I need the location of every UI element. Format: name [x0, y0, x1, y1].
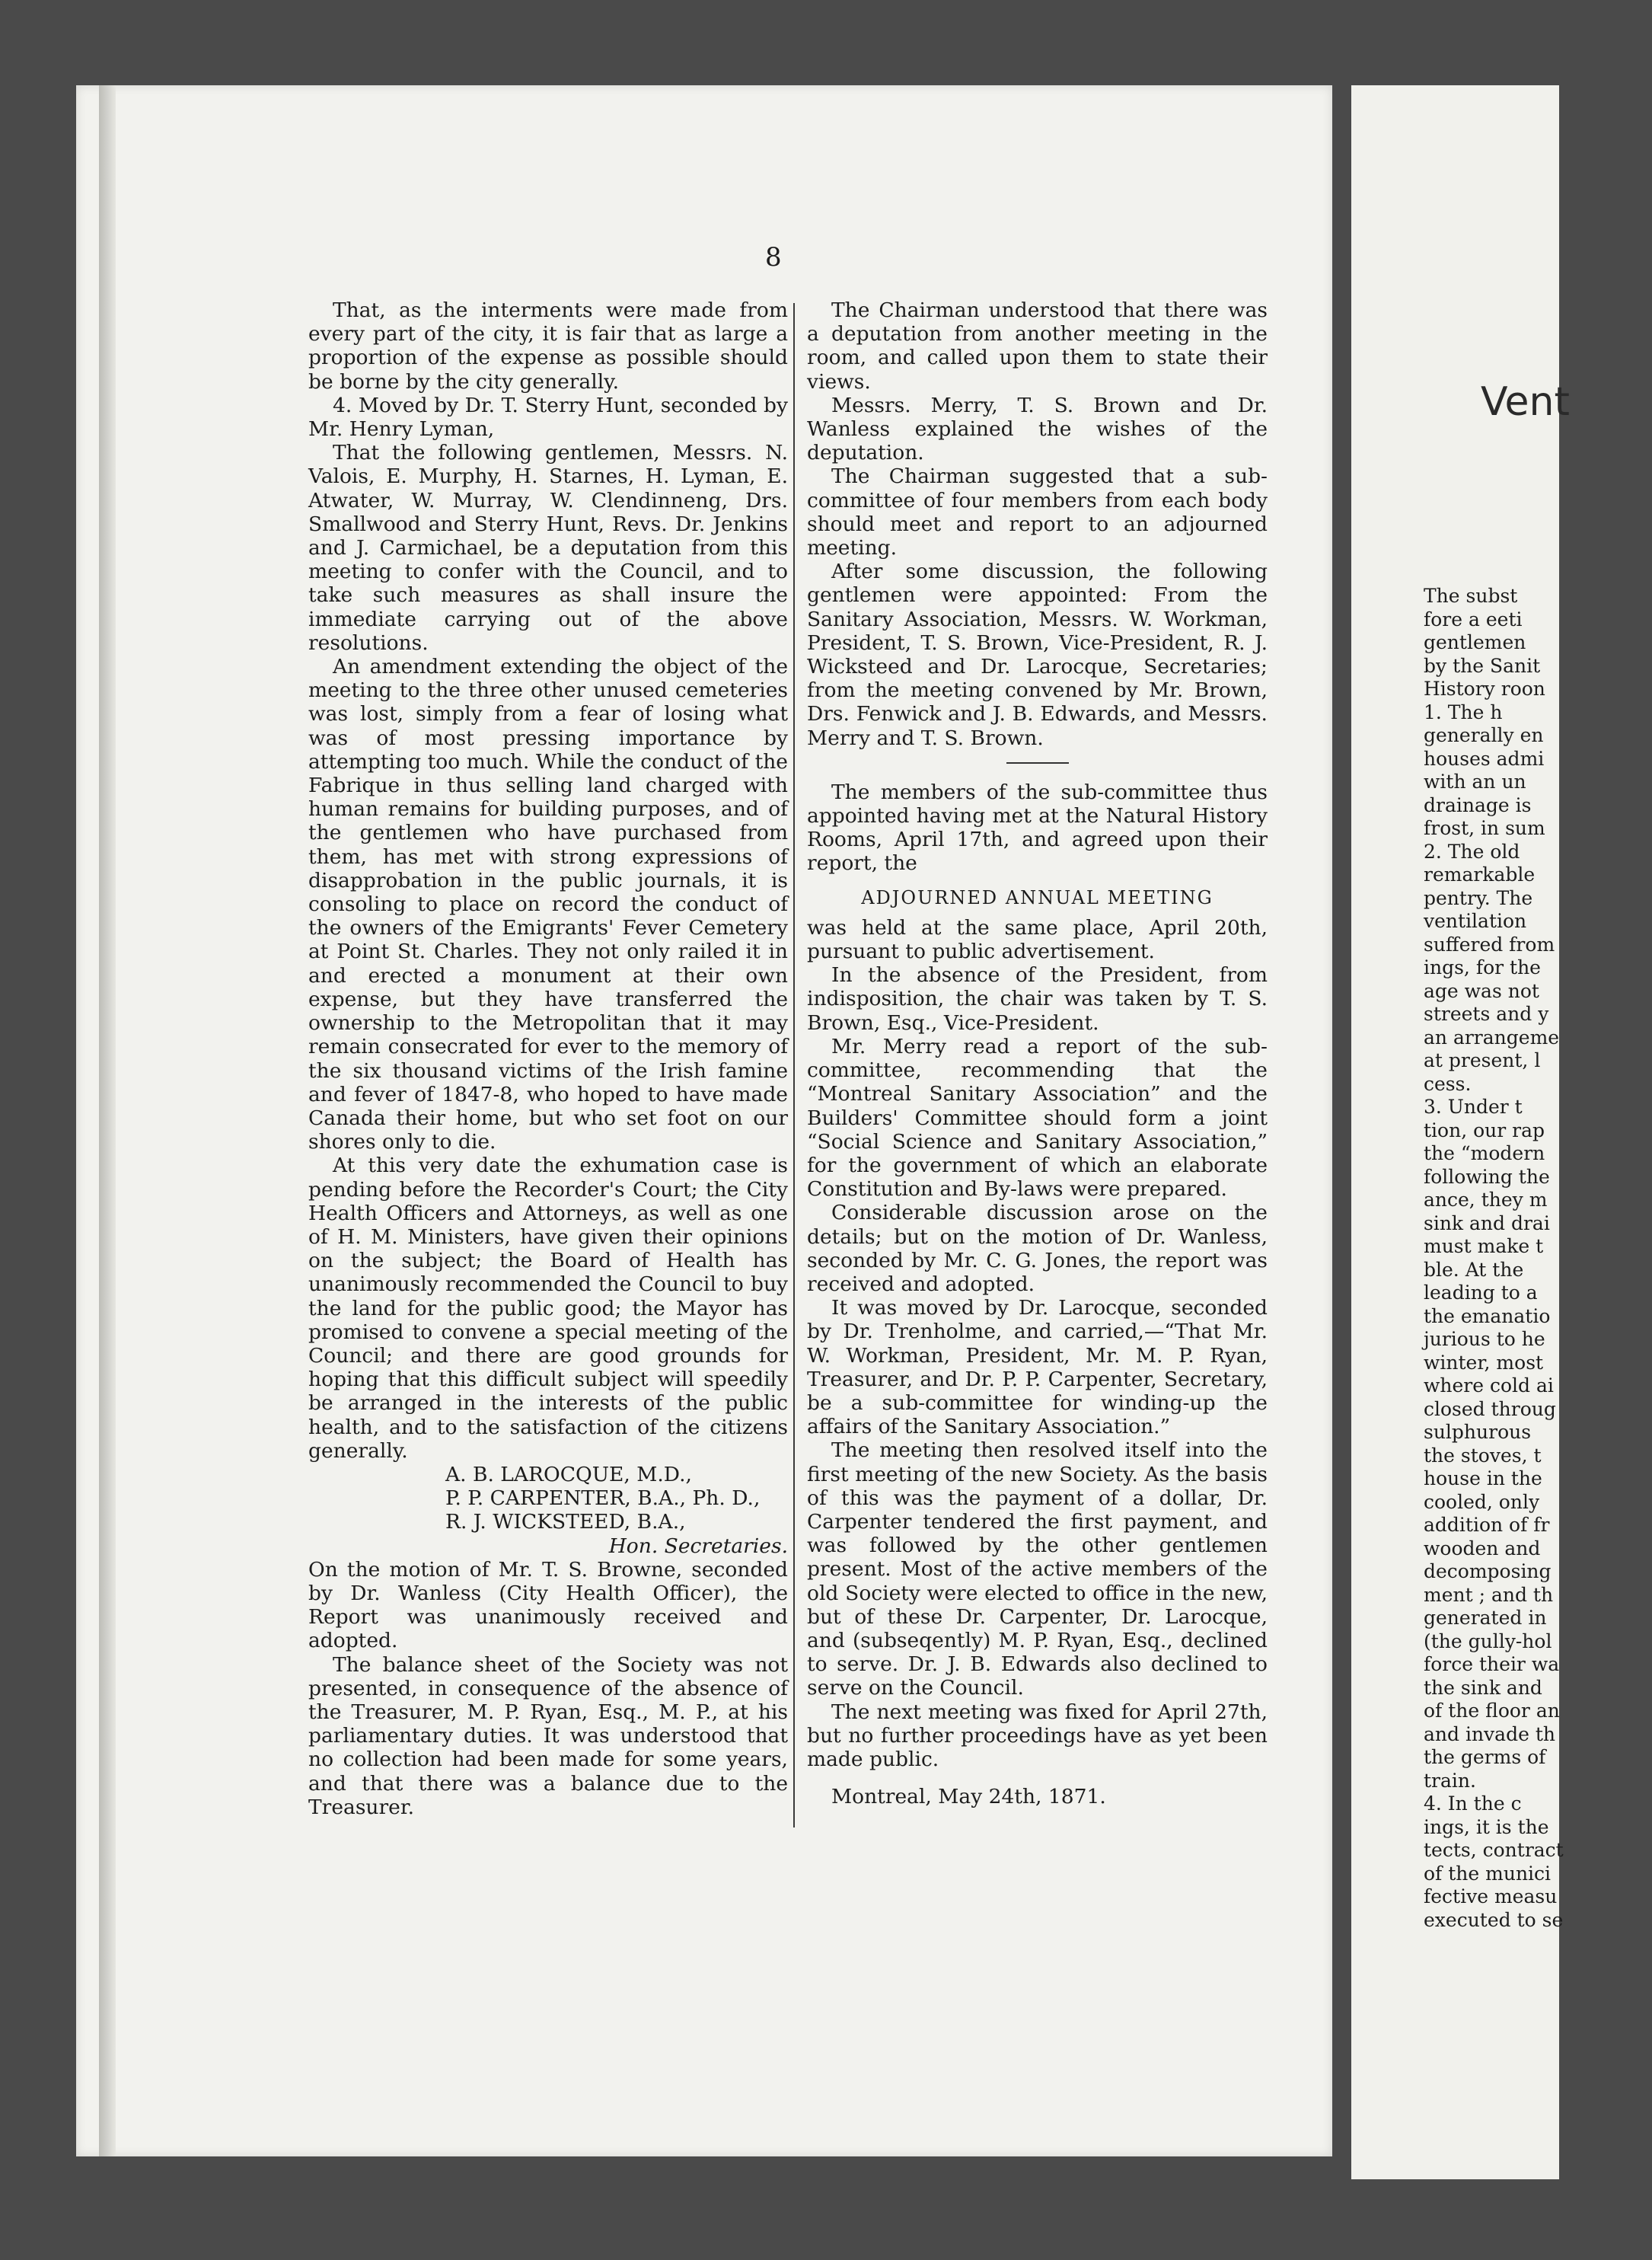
right-page-line: at present, l	[1424, 1049, 1541, 1071]
paragraph: The meeting then resolved itself into the first meeting of the new Society. As the basis of this was the payment of a dollar, Dr. Carpenter tendered the first payment, and was followed by the other gentlemen present. Most of the active members of the old Society were elected to office in the new, but of these Dr. Carpenter, Dr. Larocque, and (subseqently) M. P. Ryan, Esq., declined to serve. Dr. J. B. Edwards also declined to serve on the Council.	[807, 1438, 1268, 1700]
right-page-line: frost, in sum	[1424, 817, 1545, 839]
right-page-line: with an un	[1424, 771, 1526, 793]
right-page-line: where cold ai	[1424, 1374, 1554, 1397]
section-heading: ADJOURNED ANNUAL MEETING	[861, 886, 1213, 908]
right-page-line: fore a eeti	[1424, 608, 1523, 630]
right-page-line: winter, most	[1424, 1351, 1544, 1374]
right-page-line: must make t	[1424, 1235, 1544, 1257]
paragraph: Messrs. Merry, T. S. Brown and Dr. Wanless explained the wishes of the deputation.	[807, 393, 1268, 465]
paragraph: An amendment extending the object of the meeting to the three other unused cemeteries was lost, simply from a fear of losing what was of most pressing importance by attempting too much. While the conduct of the Fabrique in thus selling land charged with human remains for building purposes, and of the gentlemen who have purchased from them, has met with strong expressions of disapprobation in the public journals, it is consoling to place on record the conduct of the owners of the Emigrants' Fever Cemetery at Point St. Charles. They not only railed it in and erected a monument at their own expense, but they have transferred the ownership to the Metropolitan that it may remain consecrated for ever to the memory of the six thousand victims of the Irish famine and fever of 1847-8, who hoped to have made Canada their home, but who set foot on our shores only to die.	[308, 655, 788, 1154]
right-page-column	[1424, 585, 1652, 1932]
right-column-intro	[807, 780, 1268, 876]
right-page-line: suffered from	[1424, 933, 1555, 956]
right-page-line: ventilation	[1424, 910, 1527, 932]
page-number: 8	[765, 242, 782, 273]
paragraph: On the motion of Mr. T. S. Browne, seconded by Dr. Wanless (City Health Officer), the Report was unanimously received and adopted.	[308, 1557, 788, 1653]
right-page-line: wooden and	[1424, 1537, 1541, 1559]
dateline: Montreal, May 24th, 1871.	[831, 1785, 1106, 1809]
right-page-line: leading to a	[1424, 1282, 1538, 1304]
right-page-line: sink and drai	[1424, 1211, 1550, 1234]
left-column	[308, 298, 788, 1819]
right-page-line: the stoves, t	[1424, 1444, 1542, 1467]
signature-role: Hon. Secretaries.	[608, 1534, 788, 1558]
right-page-line: closed throug	[1424, 1397, 1556, 1420]
right-page-line: house in the	[1424, 1467, 1542, 1489]
right-page-line: ings, for the	[1424, 956, 1541, 978]
right-page-line: tects, contract	[1424, 1839, 1564, 1861]
signature-line: A. B. LAROCQUE, M.D.,	[445, 1462, 692, 1486]
binding-edge	[99, 85, 116, 2156]
paragraph: It was moved by Dr. Larocque, seconded by Dr. Trenholme, and carried,—“That Mr. W. Workman, President, Mr. M. P. Ryan, Treasurer, and Dr. P. P. Carpenter, Secretary, be a sub-committee for winding-up the affairs of the Sanitary Association.”	[807, 1296, 1268, 1439]
right-page-line: 2. The old	[1424, 840, 1520, 863]
right-page-line: ings, it is the	[1424, 1815, 1549, 1838]
right-page-line: ance, they m	[1424, 1189, 1548, 1211]
right-column	[807, 298, 1268, 1808]
right-page-line: force their wa	[1424, 1653, 1560, 1675]
right-page-line: the sink and	[1424, 1676, 1542, 1699]
right-page-line: The subst	[1424, 585, 1518, 607]
right-page-line: sulphurous	[1424, 1421, 1532, 1443]
right-page-line: generated in	[1424, 1607, 1547, 1629]
paragraph: That, as the interments were made from every part of the city, it is fair that as large a proportion of the expense as possible should be borne by the city generally.	[308, 298, 788, 394]
right-page-line: ment ; and th	[1424, 1583, 1554, 1606]
right-page-line: executed to se	[1424, 1908, 1564, 1931]
right-page-line: train.	[1424, 1769, 1476, 1792]
signature-line: R. J. WICKSTEED, B.A.,	[445, 1510, 686, 1534]
right-page-line: cooled, only	[1424, 1490, 1540, 1513]
paragraph: Mr. Merry read a report of the sub-committee, recommending that the “Montreal Sanitary Association” and the Builders' Committee should form a joint “Social Science and Sanitary Association,” for the government of which an elaborate Constitution and By-laws were prepared.	[807, 1034, 1268, 1202]
right-page-line: 3. Under t	[1424, 1096, 1523, 1118]
right-page-line: streets and y	[1424, 1003, 1549, 1025]
right-page-line: of the munici	[1424, 1862, 1552, 1885]
right-page-line: tion, our rap	[1424, 1119, 1545, 1141]
right-page-line: the “modern	[1424, 1142, 1545, 1164]
right-page-line: following the	[1424, 1165, 1550, 1188]
right-page-line: (the gully-hol	[1424, 1630, 1552, 1652]
right-page-line: 1. The h	[1424, 701, 1503, 723]
paragraph: After some discussion, the following gentlemen were appointed: From the Sanitary Association, Messrs. W. Workman, President, T. S. Brown, Vice-President, R. J. Wicksteed and Dr. Larocque, Secretaries; from the meeting convened by Mr. Brown, Drs. Fenwick and J. B. Edwards, and Messrs. Merry and T. S. Brown.	[807, 560, 1268, 750]
right-page-line: and invade th	[1424, 1722, 1555, 1745]
right-page-line: the emanatio	[1424, 1304, 1551, 1327]
paragraph: At this very date the exhumation case is pending before the Recorder's Court; the City Health Officers and Attorneys, as well as one of H. M. Ministers, have given their opinions on the subject; the Board of Health has unanimously recommended the Council to buy the land for the public good; the Mayor has promised to convene a special meeting of the Council; and there are good grounds for hoping that this difficult subject will speedily be arranged in the interests of the public health, and to the satisfaction of the citizens generally.	[308, 1154, 788, 1463]
section-rule	[1006, 762, 1069, 764]
right-page-line: ble. At the	[1424, 1258, 1524, 1281]
paragraph: That the following gentlemen, Messrs. N. Valois, E. Murphy, H. Starnes, H. Lyman, E. Atwater, W. Murray, W. Clendinneng, Drs. Smallwood and Sterry Hunt, Revs. Dr. Jenkins and J. Carmichael, be a deputation from this meeting to confer with the Council, and to take such measures as shall insure the immediate carrying out of the above resolutions.	[308, 441, 788, 655]
paragraph: 4. Moved by Dr. T. Sterry Hunt, seconded by Mr. Henry Lyman,	[308, 393, 788, 442]
right-page-line: drainage is	[1424, 793, 1532, 816]
right-page-line: by the Sanit	[1424, 654, 1541, 677]
column-divider	[793, 303, 795, 1827]
paragraph: In the absence of the President, from indisposition, the chair was taken by T. S. Brown, Esq., Vice-President.	[807, 963, 1268, 1035]
signature-line: P. P. CARPENTER, B.A., Ph. D.,	[445, 1486, 761, 1511]
paragraph: The balance sheet of the Society was not presented, in consequence of the absence of the Treasurer, M. P. Ryan, Esq., M. P., at his parliamentary duties. It was understood that no collection had been made for some years, and that there was a balance due to the Treasurer.	[308, 1652, 788, 1819]
right-page-line: fective measu	[1424, 1885, 1558, 1907]
right-page-line: jurious to he	[1424, 1328, 1545, 1350]
right-page-line: gentlemen	[1424, 631, 1526, 653]
right-column-bottom	[807, 916, 1268, 1771]
right-page-line: the germs of	[1424, 1746, 1546, 1768]
paragraph: Considerable discussion arose on the details; but on the motion of Dr. Wanless, seconded by Mr. C. G. Jones, the report was received and adopted.	[807, 1201, 1268, 1296]
paragraph: The Chairman suggested that a sub-committee of four members from each body should meet and report to an adjourned meeting.	[807, 464, 1268, 560]
right-column-top	[807, 298, 1268, 750]
right-page-line: History roon	[1424, 678, 1545, 700]
right-page-line: age was not	[1424, 979, 1539, 1002]
right-page-line: houses admi	[1424, 747, 1545, 770]
paragraph: The next meeting was fixed for April 27th, but no further proceedings have as yet been made public.	[807, 1700, 1268, 1771]
paragraph: The members of the sub-committee thus appointed having met at the Natural History Rooms, April 17th, and agreed upon their report, the	[807, 780, 1268, 876]
right-page-line: pentry. The	[1424, 886, 1533, 909]
paragraph: was held at the same place, April 20th, pursuant to public advertisement.	[807, 915, 1268, 964]
right-page-line: of the floor an	[1424, 1700, 1560, 1722]
right-page-line: cess.	[1424, 1072, 1472, 1095]
right-page-line: addition of fr	[1424, 1514, 1550, 1536]
paragraph: The Chairman understood that there was a deputation from another meeting in the room, and called upon them to state their views.	[807, 298, 1268, 394]
right-page-line: decomposing	[1424, 1560, 1552, 1582]
right-page-line: 4. In the c	[1424, 1792, 1522, 1815]
right-page-title: Vent	[1481, 379, 1570, 425]
right-page-line: an arrangeme	[1424, 1026, 1560, 1049]
right-page-line: remarkable	[1424, 863, 1536, 886]
right-page-line: generally en	[1424, 724, 1544, 746]
